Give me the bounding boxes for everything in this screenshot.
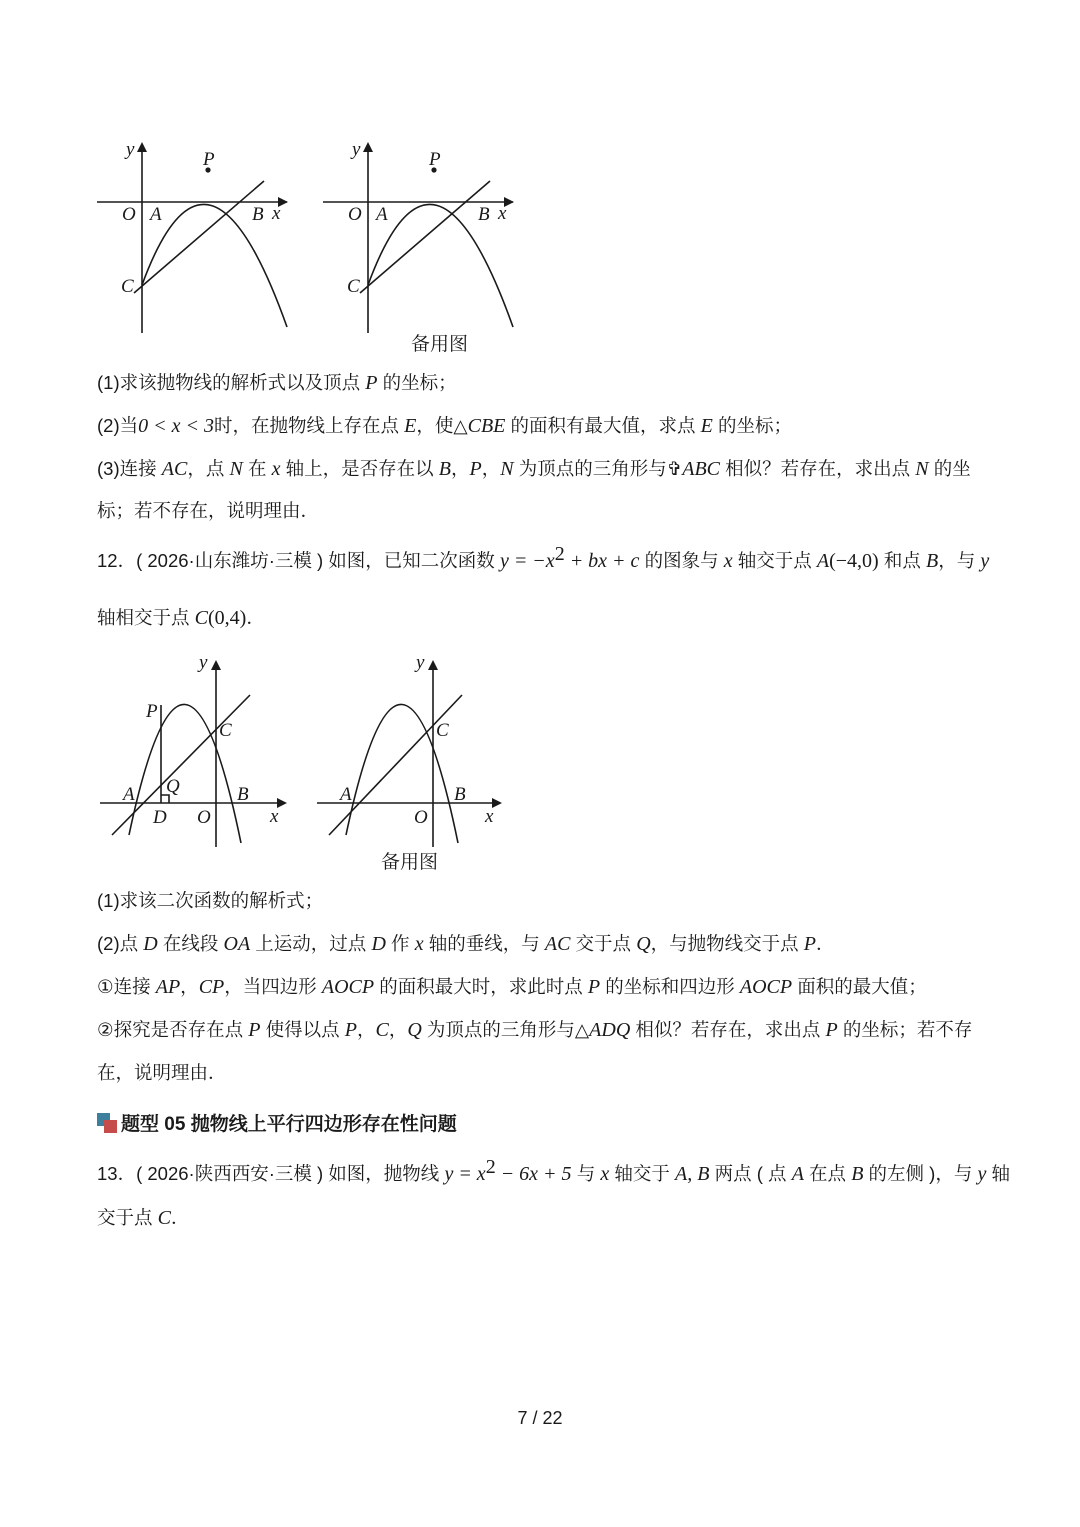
fig-label-C: C [219,720,232,741]
fig-label-A: A [376,204,388,225]
q13-stem-line2: 交于点 C． [97,1207,190,1229]
q11-part1: (1)求该抛物线的解析式以及顶点 P 的坐标； [97,372,457,394]
fig-label-O: O [197,807,211,828]
fig-label-x: x [270,806,279,827]
fig-label-B: B [454,784,466,805]
fig-label-y: y [416,652,425,673]
fig-label-B: B [252,204,264,225]
q12-subpart2-cont: 在，说明理由． [97,1062,227,1083]
fig-label-P: P [203,149,215,170]
fig-label-C: C [121,276,134,297]
fig-label-y: y [352,139,361,160]
page-number: 7 / 22 [517,1408,563,1428]
section-heading-text: 题型 05 抛物线上平行四边形存在性问题 [121,1114,457,1135]
fig-label-y: y [126,139,135,160]
q12-stem-line1: 12．( 2026·山东潍坊·三模 ) 如图，已知二次函数 $y = -x^2$ + bx + c 的图象与 x 轴交于点 A(−4,0) 和点 B，与 y [97,542,990,572]
fig-label-O: O [414,807,428,828]
fig-label-P: P [146,701,158,722]
figure-caption: 备用图 [411,334,469,355]
fig-label-Q: Q [166,776,180,797]
figure-q12-backup [312,650,512,850]
fig-label-O: O [348,204,362,225]
fig-label-B: B [478,204,490,225]
fig-label-D: D [153,807,167,828]
fig-label-O: O [122,204,136,225]
figure-parabola-right [316,135,526,335]
fig-label-B: B [237,784,249,805]
figure-parabola-left [90,135,300,335]
section-heading [97,1112,457,1138]
fig-label-C: C [436,720,449,741]
fig-label-x: x [498,203,507,224]
fig-label-A: A [150,204,162,225]
q12-subpart2: ②探究是否存在点 P 使得以点 P，C，Q 为顶点的三角形与△ADQ 相似？若存在，求出点 P 的坐标；若不存 [97,1019,973,1041]
q12-part1: (1)求该二次函数的解析式； [97,890,324,911]
q11-part3: (3)连接 AC，点 N 在 x 轴上，是否存在以 B，P，N 为顶点的三角形与✞ABC 相似？若存在，求出点 N 的坐 [97,458,971,480]
fig-label-A: A [340,784,352,805]
q11-part2: (2)当0 < x < 3时，在抛物线上存在点 E，使△CBE 的面积有最大值，求点 E 的坐标； [97,415,793,437]
fig-label-C: C [347,276,360,297]
q12-stem-line2: 轴相交于点 C(0,4)． [97,607,265,629]
fig-label-A: A [123,784,135,805]
fig-label-x: x [272,203,281,224]
q12-part2: (2)点 D 在线段 OA 上运动，过点 D 作 x 轴的垂线，与 AC 交于点 Q，与抛物线交于点 P． [97,933,835,955]
q11-part3-cont: 标；若不存在，说明理由． [97,500,320,521]
q12-subpart1: ①连接 AP，CP，当四边形 AOCP 的面积最大时，求此时点 P 的坐标和四边形 AOCP 面积的最大值； [97,976,927,998]
fig-label-P: P [429,149,441,170]
fig-label-y: y [199,652,208,673]
figure-q12-main [95,650,295,850]
figure-caption: 备用图 [381,852,439,873]
section-marker-icon [97,1113,119,1133]
q13-stem-line1: 13．( 2026·陕西西安·三模 ) 如图，抛物线 $y = x^2 - 6x + 5$ 与 x 轴交于 A, B 两点 ( 点 A 在点 B 的左侧 )，与 y 轴 [97,1155,1011,1185]
fig-label-x: x [485,806,494,827]
